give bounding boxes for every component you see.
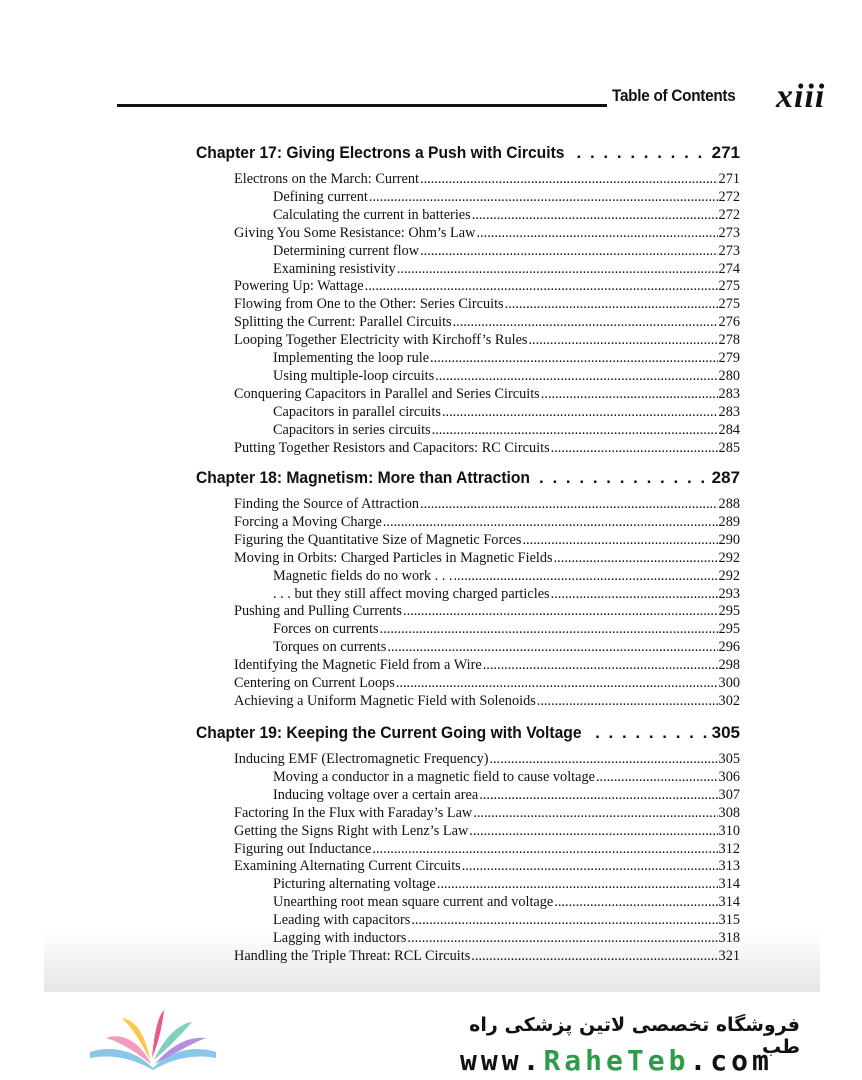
entry-title: Finding the Source of Attraction bbox=[234, 496, 420, 512]
entry-page: 292 bbox=[718, 567, 740, 584]
toc-subentry[interactable] bbox=[273, 349, 740, 367]
entry-title: Powering Up: Wattage bbox=[234, 278, 364, 295]
chapter-heading[interactable] bbox=[196, 468, 740, 488]
entry-title: Flowing from One to the Other: Series Circuits bbox=[234, 296, 504, 313]
dot-leader bbox=[387, 638, 717, 656]
entry-title: Defining current bbox=[273, 188, 368, 205]
dot-leader bbox=[471, 947, 717, 965]
dot-leader bbox=[435, 367, 717, 385]
url-prefix: www. bbox=[460, 1044, 544, 1077]
entry-page: 302 bbox=[718, 692, 740, 709]
entry-title: Lagging with inductors bbox=[273, 930, 407, 946]
entry-title: Moving in Orbits: Charged Particles in Magnetic Fields bbox=[234, 549, 553, 566]
toc-entry[interactable] bbox=[234, 224, 740, 242]
entry-page: 283 bbox=[718, 385, 740, 402]
entry-page: 295 bbox=[718, 603, 740, 620]
toc-subentry[interactable] bbox=[273, 367, 740, 385]
dot-leader bbox=[469, 822, 717, 840]
entry-title: Leading with capacitors bbox=[273, 912, 411, 929]
toc-subentry[interactable] bbox=[273, 911, 740, 929]
entry-page: 284 bbox=[718, 421, 740, 438]
entry-page: 278 bbox=[718, 332, 740, 349]
dot-leader bbox=[577, 143, 712, 163]
toc-entry[interactable] bbox=[234, 439, 740, 457]
dot-leader bbox=[554, 893, 717, 911]
entry-title: Getting the Signs Right with Lenz’s Law bbox=[234, 822, 469, 839]
page-number: xiii bbox=[776, 78, 826, 115]
toc-subentry[interactable] bbox=[273, 242, 740, 260]
url-suffix: .com bbox=[689, 1044, 773, 1077]
toc-subentry[interactable] bbox=[273, 260, 740, 278]
entry-page: 272 bbox=[718, 188, 740, 205]
entry-page: 280 bbox=[718, 367, 740, 384]
entry-page: 273 bbox=[718, 224, 740, 241]
toc-entry[interactable] bbox=[234, 947, 740, 965]
entry-title: Inducing EMF (Electromagnetic Frequency) bbox=[234, 751, 489, 767]
dot-leader bbox=[479, 786, 717, 804]
dot-leader bbox=[420, 495, 718, 513]
dot-leader bbox=[430, 349, 718, 367]
entry-page: 296 bbox=[718, 639, 740, 656]
chapter-heading[interactable] bbox=[196, 723, 740, 743]
chapter-title: Chapter 19: Keeping the Current Going with Voltage bbox=[196, 723, 582, 742]
toc-entry[interactable] bbox=[234, 295, 740, 313]
toc-subentry[interactable] bbox=[273, 638, 740, 656]
toc-entry[interactable] bbox=[234, 313, 740, 331]
entry-title: Examining resistivity bbox=[273, 260, 396, 277]
dot-leader bbox=[541, 385, 718, 403]
chapter-heading[interactable] bbox=[196, 143, 740, 163]
toc-entry[interactable] bbox=[234, 495, 740, 513]
entry-page: 318 bbox=[718, 930, 740, 946]
dot-leader bbox=[551, 439, 718, 457]
entry-page: 275 bbox=[718, 278, 740, 295]
entry-page: 271 bbox=[718, 171, 740, 187]
chapter-page: 287 bbox=[711, 468, 740, 487]
entry-page: 312 bbox=[718, 840, 740, 857]
toc-subentry[interactable] bbox=[273, 567, 740, 585]
dot-leader bbox=[453, 567, 717, 585]
entry-page: 307 bbox=[718, 786, 740, 803]
entry-page: 310 bbox=[718, 822, 740, 839]
toc-subentry[interactable] bbox=[273, 206, 740, 224]
watermark-banner bbox=[0, 992, 862, 1080]
dot-leader bbox=[453, 313, 718, 331]
entry-page: 308 bbox=[718, 804, 740, 821]
toc-entry[interactable] bbox=[234, 750, 740, 768]
dot-leader bbox=[372, 840, 717, 858]
entry-title: Looping Together Electricity with Kirchoff’s Rules bbox=[234, 332, 528, 349]
dot-leader bbox=[472, 206, 718, 224]
dot-leader bbox=[537, 692, 718, 710]
toc-subentry[interactable] bbox=[273, 620, 740, 638]
entry-page: 293 bbox=[718, 585, 740, 602]
toc-entry[interactable] bbox=[234, 822, 740, 840]
dot-leader bbox=[596, 768, 718, 786]
dot-leader bbox=[380, 620, 718, 638]
toc-subentry[interactable] bbox=[273, 875, 740, 893]
entry-title: Moving a conductor in a magnetic field to cause voltage bbox=[273, 768, 595, 785]
entry-page: 321 bbox=[718, 947, 740, 964]
entry-title: Magnetic fields do no work . . . bbox=[273, 567, 453, 584]
toc-subentry[interactable] bbox=[273, 893, 740, 911]
shop-name: فروشگاه تخصصی لاتین پزشکی راه طب bbox=[469, 1014, 800, 1058]
chapter-page: 271 bbox=[711, 143, 740, 162]
toc-entry[interactable] bbox=[234, 170, 740, 188]
toc-entry[interactable] bbox=[234, 840, 740, 858]
dot-leader bbox=[476, 224, 717, 242]
entry-page: 315 bbox=[718, 912, 740, 929]
entry-title: Torques on currents bbox=[273, 639, 387, 656]
toc-subentry[interactable] bbox=[273, 585, 740, 603]
toc-entry[interactable] bbox=[234, 804, 740, 822]
entry-title: . . . but they still affect moving charged particles bbox=[273, 585, 550, 602]
entry-page: 313 bbox=[718, 858, 740, 875]
entry-page: 273 bbox=[718, 242, 740, 259]
dot-leader bbox=[396, 674, 718, 692]
toc-subentry[interactable] bbox=[273, 929, 740, 947]
dot-leader bbox=[432, 421, 718, 439]
dot-leader bbox=[411, 911, 717, 929]
entry-page: 283 bbox=[718, 403, 740, 420]
entry-title: Handling the Triple Threat: RCL Circuits bbox=[234, 947, 471, 964]
entry-title: Conquering Capacitors in Parallel and Series Circuits bbox=[234, 385, 540, 402]
entry-page: 306 bbox=[718, 768, 740, 785]
dot-leader bbox=[473, 804, 717, 822]
entry-title: Figuring the Quantitative Size of Magnetic Forces bbox=[234, 531, 522, 548]
dot-leader bbox=[383, 513, 718, 531]
entry-page: 276 bbox=[718, 314, 740, 331]
dot-leader bbox=[522, 531, 717, 549]
entry-title: Inducing voltage over a certain area bbox=[273, 786, 479, 803]
entry-title: Capacitors in series circuits bbox=[273, 421, 431, 438]
entry-title: Identifying the Magnetic Field from a Wire bbox=[234, 657, 482, 674]
entry-page: 279 bbox=[718, 350, 740, 366]
dot-leader bbox=[365, 277, 718, 295]
entry-title: Forces on currents bbox=[273, 621, 379, 638]
dot-leader bbox=[554, 549, 718, 567]
entry-page: 300 bbox=[718, 675, 740, 691]
dot-leader bbox=[369, 188, 718, 206]
toc-entry[interactable] bbox=[234, 277, 740, 295]
toc-entry[interactable] bbox=[234, 331, 740, 349]
entry-page: 289 bbox=[718, 513, 740, 530]
entry-title: Implementing the loop rule bbox=[273, 350, 430, 366]
toc-subentry[interactable] bbox=[273, 768, 740, 786]
entry-title: Picturing alternating voltage bbox=[273, 876, 436, 893]
dot-leader bbox=[595, 723, 712, 743]
dot-leader bbox=[539, 468, 712, 488]
entry-page: 288 bbox=[718, 496, 740, 512]
entry-title: Figuring out Inductance bbox=[234, 840, 372, 857]
dot-leader bbox=[397, 260, 718, 278]
entry-page: 274 bbox=[718, 260, 740, 277]
entry-title: Forcing a Moving Charge bbox=[234, 513, 382, 530]
entry-page: 298 bbox=[718, 657, 740, 674]
toc-subentry[interactable] bbox=[273, 188, 740, 206]
entry-title: Examining Alternating Current Circuits bbox=[234, 858, 461, 875]
dot-leader bbox=[407, 929, 717, 947]
entry-title: Giving You Some Resistance: Ohm’s Law bbox=[234, 224, 476, 241]
entry-title: Centering on Current Loops bbox=[234, 675, 395, 691]
dot-leader bbox=[483, 656, 718, 674]
dot-leader bbox=[462, 857, 718, 875]
toc-entry[interactable] bbox=[234, 674, 740, 692]
entry-title: Electrons on the March: Current bbox=[234, 171, 420, 187]
dot-leader bbox=[442, 403, 718, 421]
entry-title: Unearthing root mean square current and voltage bbox=[273, 894, 554, 911]
toc-entry[interactable] bbox=[234, 602, 740, 620]
dot-leader bbox=[528, 331, 717, 349]
entry-title: Putting Together Resistors and Capacitors: RC Circuits bbox=[234, 439, 550, 456]
running-head: Table of Contents bbox=[612, 86, 736, 105]
toc-entry[interactable] bbox=[234, 656, 740, 674]
entry-page: 272 bbox=[718, 206, 740, 223]
entry-title: Calculating the current in batteries bbox=[273, 206, 471, 223]
toc-entry[interactable] bbox=[234, 857, 740, 875]
toc-subentry[interactable] bbox=[273, 421, 740, 439]
entry-page: 314 bbox=[718, 894, 740, 911]
dot-leader bbox=[489, 750, 717, 768]
dot-leader bbox=[551, 585, 718, 603]
entry-page: 292 bbox=[718, 549, 740, 566]
entry-page: 305 bbox=[718, 751, 740, 767]
entry-title: Capacitors in parallel circuits bbox=[273, 403, 441, 420]
chapter-title: Chapter 17: Giving Electrons a Push with Circuits bbox=[196, 143, 565, 162]
entry-page: 295 bbox=[718, 621, 740, 638]
toc-entry[interactable] bbox=[234, 513, 740, 531]
toc-entry[interactable] bbox=[234, 549, 740, 567]
toc-subentry[interactable] bbox=[273, 786, 740, 804]
toc-entry[interactable] bbox=[234, 531, 740, 549]
entry-title: Splitting the Current: Parallel Circuits bbox=[234, 314, 452, 331]
chapter-title: Chapter 18: Magnetism: More than Attraction bbox=[196, 468, 530, 487]
entry-title: Achieving a Uniform Magnetic Field with Solenoids bbox=[234, 692, 536, 709]
entry-title: Factoring In the Flux with Faraday’s Law bbox=[234, 804, 473, 821]
dot-leader bbox=[403, 602, 718, 620]
entry-page: 314 bbox=[718, 876, 740, 893]
toc-subentry[interactable] bbox=[273, 403, 740, 421]
url-brand: RaheTeb bbox=[543, 1044, 690, 1077]
entry-page: 285 bbox=[718, 439, 740, 456]
dot-leader bbox=[505, 295, 718, 313]
shop-url bbox=[460, 1044, 773, 1077]
entry-page: 275 bbox=[718, 296, 740, 313]
chapter-page: 305 bbox=[711, 723, 740, 742]
toc-entry[interactable] bbox=[234, 385, 740, 403]
entry-title: Using multiple-loop circuits bbox=[273, 367, 435, 384]
toc-entry[interactable] bbox=[234, 692, 740, 710]
dot-leader bbox=[420, 170, 718, 188]
dot-leader bbox=[437, 875, 718, 893]
entry-page: 290 bbox=[718, 531, 740, 548]
open-book-logo-icon bbox=[88, 1008, 218, 1074]
entry-title: Determining current flow bbox=[273, 242, 420, 259]
header-rule bbox=[117, 104, 607, 107]
entry-title: Pushing and Pulling Currents bbox=[234, 603, 402, 620]
dot-leader bbox=[420, 242, 717, 260]
